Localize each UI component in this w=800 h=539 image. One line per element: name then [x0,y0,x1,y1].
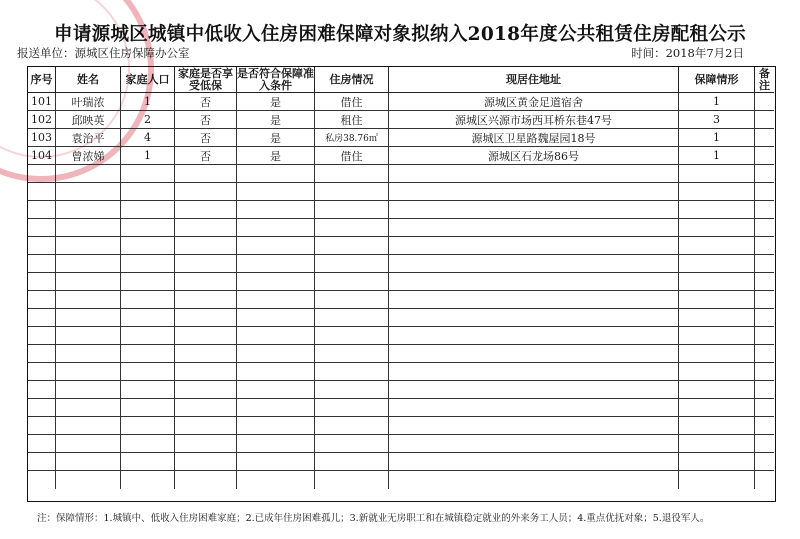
empty-cell [121,201,175,219]
empty-cell [755,363,774,381]
empty-cell [315,219,389,237]
empty-cell [175,291,237,309]
empty-cell [175,435,237,453]
cell-col-address: 源城区兴源市场西耳桥东巷47号 [389,111,679,129]
empty-cell [679,435,755,453]
empty-cell [755,201,774,219]
empty-cell [389,165,679,183]
empty-cell [389,381,679,399]
housing-applicants-table [27,66,776,502]
empty-cell [28,471,56,489]
empty-cell [679,381,755,399]
empty-cell [28,435,56,453]
cell-col-name: 叶瑞浓 [56,93,121,111]
empty-cell [56,345,121,363]
header-col-name: 姓名 [56,67,121,93]
empty-cell [315,255,389,273]
empty-cell [389,201,679,219]
empty-cell [121,399,175,417]
empty-cell [237,327,315,345]
header-col-remarks: 备注 [755,67,774,93]
empty-cell [315,237,389,255]
empty-cell [121,345,175,363]
empty-cell [237,363,315,381]
empty-cell [56,255,121,273]
empty-cell [56,219,121,237]
header-col-eligible: 是否符合保障准入条件 [237,66,314,92]
cell-col-household-size: 1 [121,93,175,111]
empty-cell [121,363,175,381]
empty-cell [28,363,56,381]
empty-cell [315,417,389,435]
empty-cell [679,363,755,381]
empty-cell [389,345,679,363]
empty-cell [56,183,121,201]
cell-col-address: 源城区石龙场86号 [389,147,679,165]
empty-cell [315,363,389,381]
empty-cell [315,435,389,453]
empty-cell [755,183,774,201]
cell-col-low-income: 否 [175,111,237,129]
empty-cell [315,183,389,201]
cell-col-address: 源城区黄金足道宿舍 [389,93,679,111]
empty-cell [121,471,175,489]
empty-cell [389,417,679,435]
empty-cell [175,255,237,273]
empty-cell [679,273,755,291]
empty-cell [56,309,121,327]
empty-cell [56,471,121,489]
empty-cell [175,453,237,471]
empty-cell [389,219,679,237]
empty-cell [389,435,679,453]
cell-col-housing: 私房38.76㎡ [315,129,389,147]
empty-cell [315,291,389,309]
empty-cell [755,327,774,345]
empty-cell [237,237,315,255]
empty-cell [755,471,774,489]
cell-col-housing: 租住 [315,111,389,129]
empty-cell [56,165,121,183]
empty-cell [389,255,679,273]
empty-cell [389,453,679,471]
empty-cell [175,345,237,363]
empty-cell [121,453,175,471]
empty-cell [315,327,389,345]
empty-cell [28,291,56,309]
empty-cell [755,309,774,327]
empty-cell [237,273,315,291]
empty-cell [389,183,679,201]
empty-cell [28,165,56,183]
empty-cell [679,417,755,435]
empty-cell [237,219,315,237]
empty-cell [755,435,774,453]
cell-col-housing: 借住 [315,93,389,111]
empty-cell [755,381,774,399]
empty-cell [679,471,755,489]
cell-col-seq: 101 [28,93,56,111]
empty-cell [755,255,774,273]
empty-cell [315,273,389,291]
empty-cell [389,237,679,255]
empty-cell [121,435,175,453]
empty-cell [175,309,237,327]
empty-cell [175,273,237,291]
empty-cell [28,183,56,201]
empty-cell [315,165,389,183]
empty-cell [28,201,56,219]
empty-cell [389,327,679,345]
cell-col-eligible: 是 [237,129,315,147]
empty-cell [175,183,237,201]
cell-col-low-income: 否 [175,147,237,165]
header-col-housing: 住房情况 [315,67,389,93]
empty-cell [175,219,237,237]
reporting-unit: 报送单位：源城区住房保障办公室 [17,46,190,60]
empty-cell [28,219,56,237]
empty-cell [121,327,175,345]
cell-col-remarks [755,111,774,129]
empty-cell [679,291,755,309]
cell-col-low-income: 否 [175,129,237,147]
empty-cell [315,453,389,471]
empty-cell [28,309,56,327]
empty-cell [679,165,755,183]
empty-cell [56,399,121,417]
empty-cell [28,453,56,471]
empty-cell [755,417,774,435]
empty-cell [56,237,121,255]
empty-cell [755,237,774,255]
empty-cell [679,183,755,201]
header-col-low-income: 家庭是否享受低保 [175,67,237,93]
empty-cell [237,291,315,309]
empty-cell [389,291,679,309]
cell-col-category: 3 [679,111,755,129]
empty-cell [389,363,679,381]
cell-col-category: 1 [679,93,755,111]
empty-cell [175,327,237,345]
empty-cell [237,183,315,201]
empty-cell [175,363,237,381]
cell-col-address: 源城区卫星路魏屋园18号 [389,129,679,147]
empty-cell [56,435,121,453]
cell-col-household-size: 4 [121,129,175,147]
cell-col-name: 邱映英 [56,111,121,129]
cell-col-household-size: 1 [121,147,175,165]
empty-cell [28,273,56,291]
cell-col-low-income: 否 [175,93,237,111]
cell-col-seq: 103 [28,129,56,147]
empty-cell [237,309,315,327]
empty-cell [28,381,56,399]
cell-col-name: 袁治平 [56,129,121,147]
cell-col-remarks [755,147,774,165]
header-col-address: 现居住地址 [389,67,679,93]
empty-cell [389,273,679,291]
empty-cell [56,327,121,345]
empty-cell [389,399,679,417]
empty-cell [237,471,315,489]
cell-col-household-size: 2 [121,111,175,129]
empty-cell [315,201,389,219]
cell-col-seq: 104 [28,147,56,165]
empty-cell [175,165,237,183]
empty-cell [28,345,56,363]
empty-cell [237,201,315,219]
empty-cell [237,165,315,183]
footnote: 注：保障情形：1.城镇中、低收入住房困难家庭；2.已成年住房困难孤儿；3.新就业无房职工和在城镇稳定就业的外来务工人员；4.重点优抚对象；5.退役军人。 [37,513,710,524]
cell-col-category: 1 [679,147,755,165]
empty-cell [28,399,56,417]
empty-cell [315,345,389,363]
cell-col-seq: 102 [28,111,56,129]
empty-cell [315,381,389,399]
header-col-category: 保障情形 [679,67,755,93]
empty-cell [121,381,175,399]
empty-cell [121,291,175,309]
empty-cell [28,255,56,273]
empty-cell [121,417,175,435]
empty-cell [175,381,237,399]
cell-col-remarks [755,93,774,111]
empty-cell [28,417,56,435]
empty-cell [56,273,121,291]
empty-cell [56,291,121,309]
empty-cell [175,417,237,435]
empty-cell [237,345,315,363]
empty-cell [389,309,679,327]
empty-cell [755,219,774,237]
empty-cell [237,255,315,273]
publish-time: 时间：2018年7月2日 [631,46,744,60]
cell-col-category: 1 [679,129,755,147]
cell-col-remarks [755,129,774,147]
empty-cell [56,201,121,219]
cell-col-eligible: 是 [237,111,315,129]
empty-cell [237,453,315,471]
empty-cell [237,435,315,453]
empty-cell [315,471,389,489]
empty-cell [755,273,774,291]
header-col-seq: 序号 [28,67,56,93]
empty-cell [121,183,175,201]
empty-cell [121,237,175,255]
empty-cell [755,291,774,309]
empty-cell [175,237,237,255]
empty-cell [679,327,755,345]
empty-cell [175,399,237,417]
empty-cell [121,309,175,327]
empty-cell [237,381,315,399]
empty-cell [315,399,389,417]
empty-cell [679,219,755,237]
empty-cell [679,237,755,255]
empty-cell [679,453,755,471]
empty-cell [121,273,175,291]
cell-col-eligible: 是 [237,93,315,111]
empty-cell [56,381,121,399]
empty-cell [121,219,175,237]
empty-cell [56,363,121,381]
empty-cell [389,471,679,489]
empty-cell [755,345,774,363]
header-col-household-size: 家庭人口 [121,67,175,93]
cell-col-housing: 借住 [315,147,389,165]
empty-cell [28,327,56,345]
empty-cell [679,399,755,417]
empty-cell [56,417,121,435]
empty-cell [315,309,389,327]
empty-cell [679,255,755,273]
cell-col-name: 曾浓娣 [56,147,121,165]
empty-cell [679,345,755,363]
empty-cell [56,453,121,471]
empty-cell [755,399,774,417]
page-title: 申请源城区城镇中低收入住房困难保障对象拟纳入2018年度公共租赁住房配租公示 [54,24,746,45]
empty-cell [121,255,175,273]
cell-col-eligible: 是 [237,147,315,165]
empty-cell [679,201,755,219]
empty-cell [679,309,755,327]
empty-cell [755,453,774,471]
empty-cell [175,201,237,219]
empty-cell [755,165,774,183]
empty-cell [28,237,56,255]
empty-cell [237,399,315,417]
empty-cell [175,471,237,489]
empty-cell [121,165,175,183]
empty-cell [237,417,315,435]
